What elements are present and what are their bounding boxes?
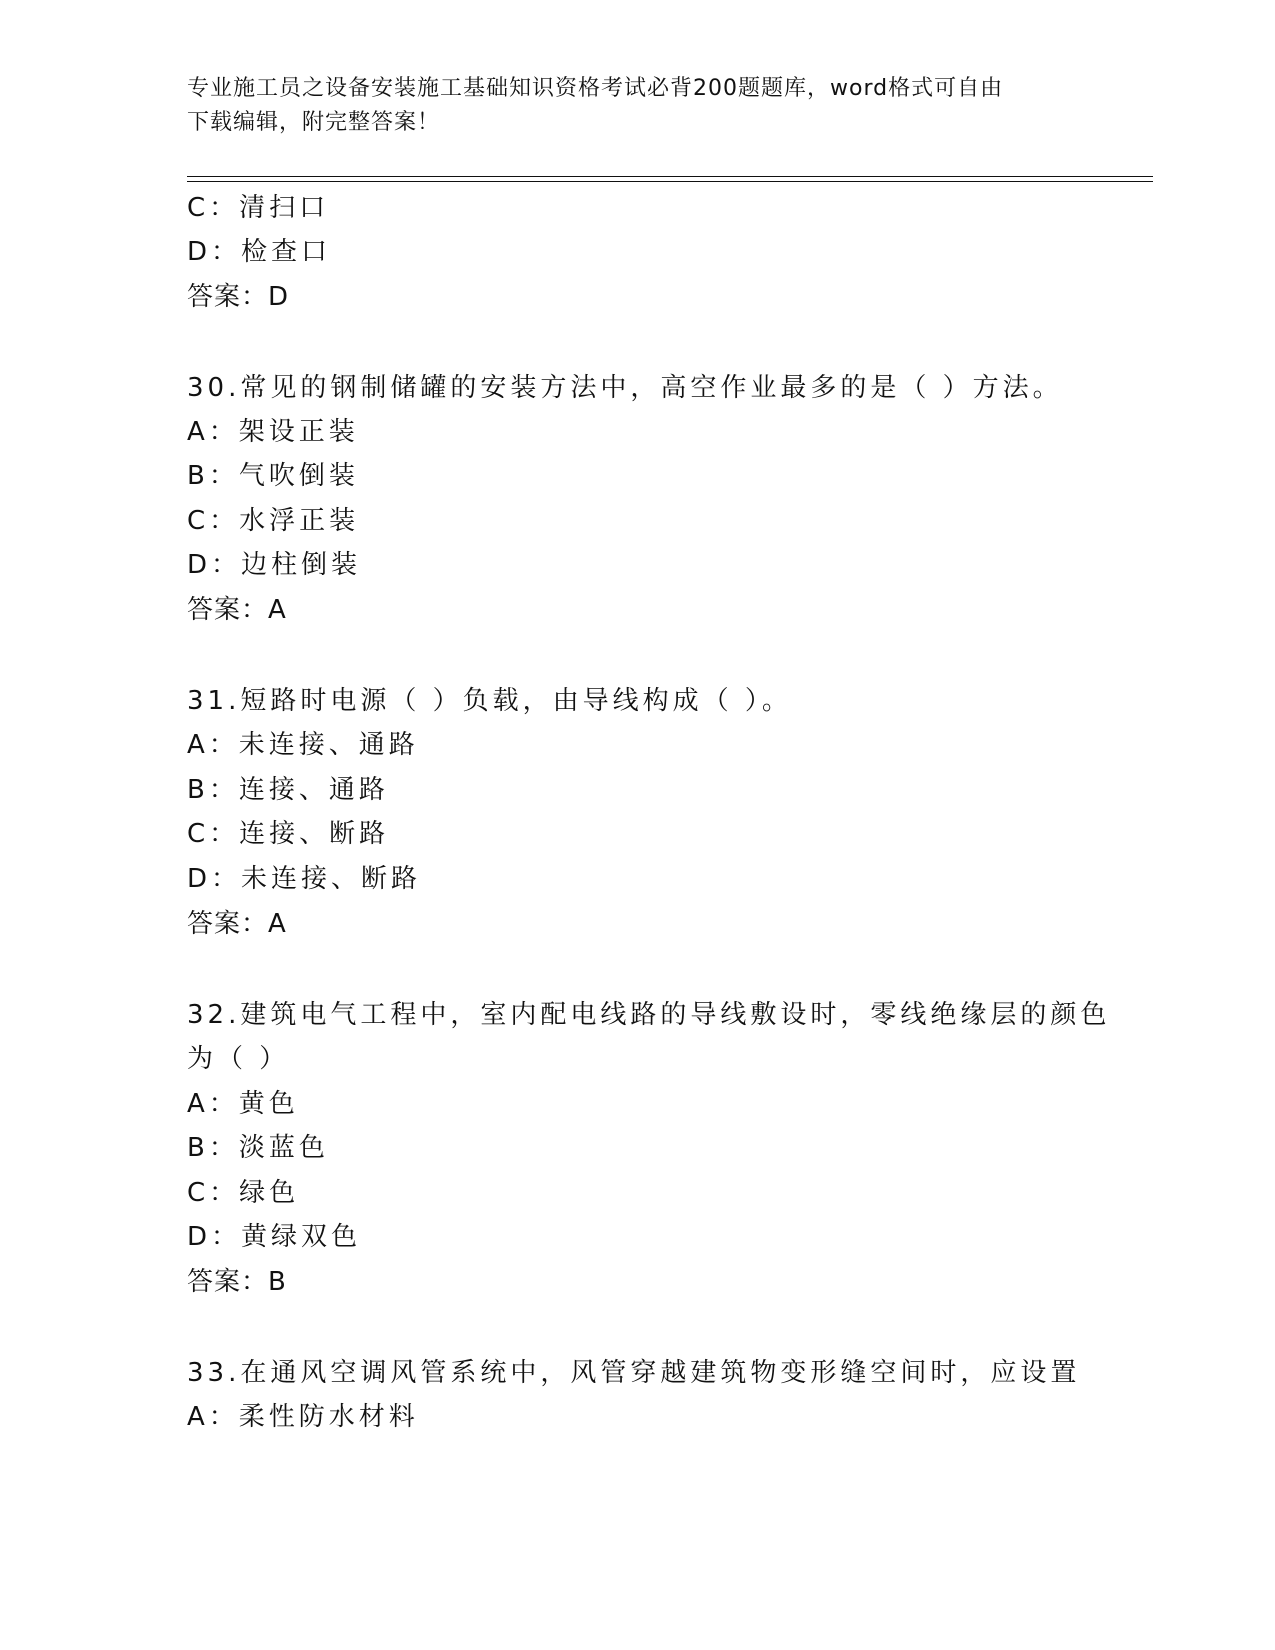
header-rule-bottom [187,181,1153,182]
q32-answer: 答案：B [187,1267,287,1297]
q32-option-d: D：黄绿双色 [187,1222,362,1252]
q33-option-a: A：柔性防水材料 [187,1402,419,1432]
q31-option-b: B：连接、通路 [187,775,389,805]
q31-stem: 31.短路时电源（ ）负载，由导线构成（ ）。 [187,686,792,716]
prev-option-d: D：检查口 [187,237,332,267]
q30-option-d: D：边柱倒装 [187,550,362,580]
q30-option-a: A：架设正装 [187,417,359,447]
header-line-2: 下载编辑，附完整答案！ [187,110,441,135]
q31-option-a: A：未连接、通路 [187,730,419,760]
document-header [187,72,1067,140]
q32-stem-line-2: 为（ ） [187,1044,290,1074]
q32-option-c: C：绿色 [187,1178,300,1208]
q30-answer: 答案：A [187,595,287,625]
q32-option-a: A：黄色 [187,1089,299,1119]
prev-option-c: C：清扫口 [187,193,330,223]
header-rule-top [187,176,1153,177]
q30-option-c: C：水浮正装 [187,506,360,536]
header-line-1: 专业施工员之设备安装施工基础知识资格考试必背200题题库，word格式可自由 [187,76,1004,101]
q31-answer: 答案：A [187,909,287,939]
q33-stem: 33.在通风空调风管系统中，风管穿越建筑物变形缝空间时，应设置 [187,1358,1081,1388]
q30-option-b: B：气吹倒装 [187,461,359,491]
q30-stem: 30.常见的钢制储罐的安装方法中，高空作业最多的是（ ）方法。 [187,373,1063,403]
q32-option-b: B：淡蓝色 [187,1133,329,1163]
q32-stem-line-1: 32.建筑电气工程中，室内配电线路的导线敷设时，零线绝缘层的颜色 [187,1000,1111,1030]
prev-answer: 答案：D [187,282,290,312]
q31-option-c: C：连接、断路 [187,819,390,849]
q31-option-d: D：未连接、断路 [187,864,422,894]
